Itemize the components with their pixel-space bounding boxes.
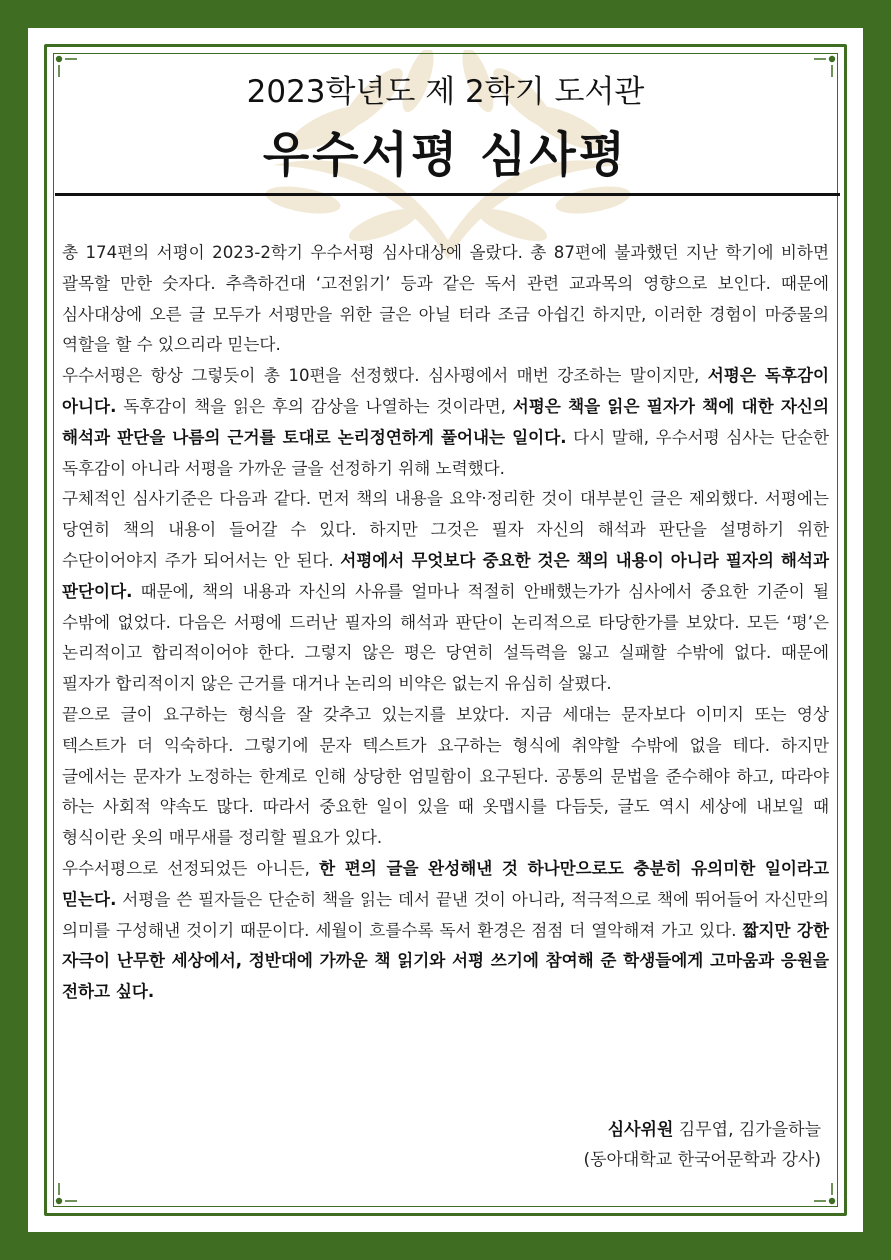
paragraph-text: 때문에, 책의 내용과 자신의 사유를 얼마나 적절히 안배했는가가 심사에서 중요한 기준이 될 수밖에 없었다. 다음은 서평에 드러난 필자의 해석과 판단이 논리적으로 타당한가를 보았다. 모든 ‘평’은 논리적이고 합리적이어야 한다. 그렇지 않은 평은 당연히 설득력을 잃고 실패할 수밖에 없다. 때문에 필자가 합리적이지 않은 근거를 대거나 논리의 비약은 없는지 유심히 살폈다. (62, 581, 829, 694)
body-paragraph (62, 238, 829, 361)
emphasis-text: 짧지만 강한 자극이 난무한 세상에서, 정반대에 가까운 책 읽기와 서평 쓰기에 참여해 준 학생들에게 고마움과 응원을 전하고 싶다. (62, 920, 829, 1002)
emphasis-text: 한 편의 글을 완성해낸 것 하나만으로도 충분히 유의미한 일이라고 믿는다. (62, 858, 830, 909)
body-paragraph (62, 361, 829, 484)
signature-line (583, 1115, 821, 1145)
paragraph-text: 우수서평으로 선정되었든 아니든, (62, 858, 320, 878)
emphasis-text: 서평은 책을 읽은 필자가 책에 대한 자신의 해석과 판단을 나름의 근거를 토대로 논리정연하게 풀어내는 일이다. (62, 396, 829, 447)
title-divider (55, 193, 840, 196)
emphasis-text: 서평에서 무엇보다 중요한 것은 책의 내용이 아니라 필자의 해석과 판단이다. (62, 550, 829, 601)
paragraph-text: 끝으로 글이 요구하는 형식을 잘 갖추고 있는지를 보았다. 지금 세대는 문자보다 이미지 또는 영상 텍스트가 더 익숙하다. 그렇기에 문자 텍스트가 요구하는 형식에 취약할 수밖에 없을 테다. 하지만 글에서는 문자가 노정하는 한계로 인해 상당한 엄밀함이 요구된다. 공통의 문법을 준수해야 하고, 따라야 하는 사회적 약속도 많다. 따라서 중요한 일이 있을 때 옷맵시를 다듬듯, 글도 역시 세상에 내보일 때 형식이란 옷의 매무새를 정리할 필요가 있다. (62, 704, 829, 848)
emphasis-text: 서평은 독후감이 아니다. (62, 366, 830, 416)
page-header (28, 72, 863, 184)
signature-block (583, 1115, 821, 1175)
paragraph-text: 구체적인 심사기준은 다음과 같다. 먼저 책의 내용을 요약·정리한 것이 대부분인 글은 제외했다. 서평에는 당연히 책의 내용이 들어갈 수 있다. 하지만 그것은 필자 자신의 해석과 판단을 설명하기 위한 수단이어야지 주가 되어서는 안 된다. (62, 489, 829, 570)
paragraph-text: 서평을 쓴 필자들은 단순히 책을 읽는 데서 끝낸 것이 아니라, 적극적으로 책에 뛰어들어 자신만의 의미를 구성해낸 것이기 때문이다. 세월이 흐를수록 독서 환경은 점점 더 열악해져 가고 있다. (62, 889, 829, 940)
signature-role: 심사위원 (607, 1120, 674, 1140)
body-paragraph (62, 484, 829, 700)
signature-names: 김무엽, 김가을하늘 (673, 1120, 821, 1140)
corner-ornament-icon (55, 1183, 77, 1205)
paragraph-text: 다시 말해, 우수서평 심사는 단순한 독후감이 아니라 서평을 가까운 글을 선정하기 위해 노력했다. (62, 427, 829, 478)
document-page (28, 28, 863, 1232)
body-paragraph (62, 854, 829, 1008)
page-subtitle: 2023학년도 제 2학기 도서관 (246, 74, 645, 110)
signature-affiliation: (동아대학교 한국어문학과 강사) (583, 1150, 821, 1170)
paragraph-text: 우수서평은 항상 그렇듯이 총 10편을 선정했다. 심사평에서 매번 강조하는 말이지만, (62, 366, 708, 386)
paragraph-text: 독후감이 책을 읽은 후의 감상을 나열하는 것이라면, (116, 396, 513, 416)
body-paragraph (62, 700, 829, 854)
paragraph-text: 총 174편의 서평이 2023-2학기 우수서평 심사대상에 올랐다. 총 87편에 불과했던 지난 학기에 비하면 괄목할 만한 숫자다. 추측하건대 ‘고전읽기’ 등과 같은 독서 관련 교과목의 영향으로 보인다. 때문에 심사대상에 오른 글 모두가 서평만을 위한 글은 아닐 터라 조금 아쉽긴 하지만, 이러한 경험이 마중물의 역할을 할 수 있으리라 믿는다. (62, 243, 829, 355)
review-body (62, 238, 829, 1008)
page-title: 우수서평 심사평 (262, 127, 629, 183)
corner-ornament-icon (814, 1183, 836, 1205)
